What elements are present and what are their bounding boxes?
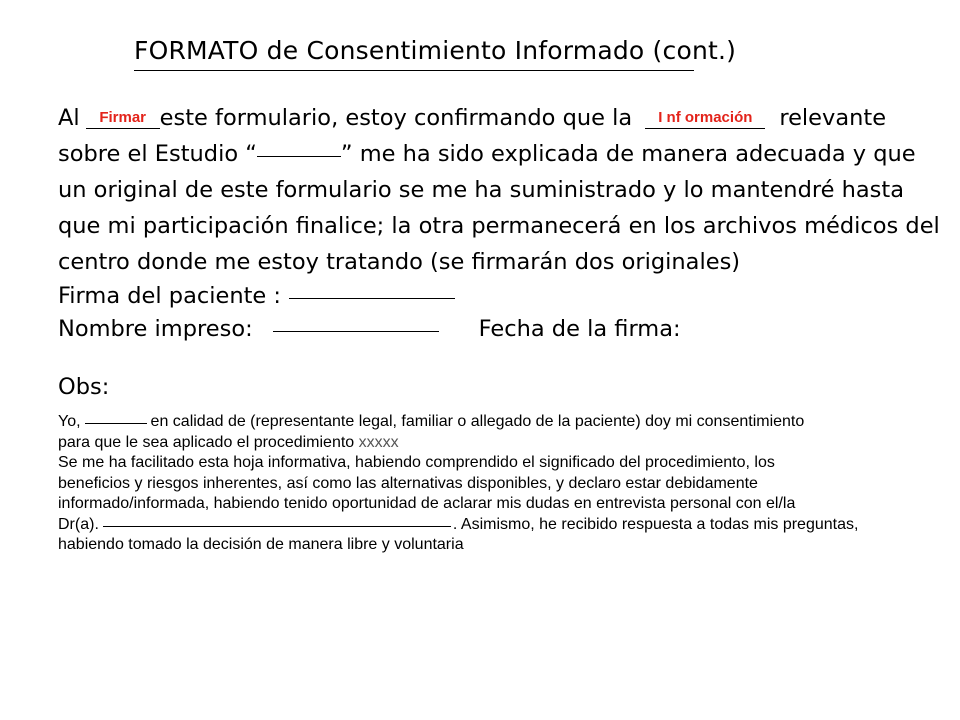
patient-signature-label: Firma del paciente :: [58, 283, 281, 309]
title-underline: [134, 70, 694, 71]
yo-name-field[interactable]: [85, 413, 147, 424]
paragraph-line-5: centro donde me estoy tratando (se firmarán dos originales): [58, 249, 741, 275]
paragraph-text-2b: ” me ha sido explicada de manera adecuada y que: [340, 141, 916, 167]
obs-text-6a: Dr(a).: [58, 515, 99, 533]
firmar-field[interactable]: Firmar: [86, 108, 160, 129]
paragraph-line-1: [58, 100, 958, 136]
obs-text-1b: en calidad de (representante legal, familiar o allegado de la paciente) doy mi consentimiento: [150, 413, 805, 430]
estudio-blank-field[interactable]: [257, 142, 341, 157]
obs-text-2a: para que le sea aplicado el procedimiento: [58, 433, 355, 451]
page-title: FORMATO de Consentimiento Informado (cont.): [134, 36, 737, 65]
paragraph-text-1: este formulario, estoy confirmando que la: [159, 105, 633, 131]
doctor-name-field[interactable]: [103, 516, 451, 527]
paragraph-line-2: [58, 136, 958, 172]
obs-line-4: beneficios y riesgos inherentes, así como las alternativas disponibles, y declaro estar debidamente: [58, 474, 758, 492]
paragraph-line-4: que mi participación finalice; la otra permanecerá en los archivos médicos del: [58, 213, 940, 239]
obs-line-5: informado/informada, habiendo tenido oportunidad de aclarar mis dudas en entrevista personal con el/la: [58, 495, 796, 512]
printed-name-label: Nombre impreso:: [58, 316, 253, 342]
paragraph-line-3: un original de este formulario se me ha suministrado y lo mantendré hasta: [58, 177, 904, 203]
obs-line-6: [58, 515, 948, 536]
obs-text-1a: Yo,: [58, 413, 81, 430]
observations-text: [58, 412, 948, 556]
obs-line-2: [58, 433, 948, 454]
procedure-placeholder: xxxxx: [358, 433, 399, 451]
obs-line-3: Se me ha facilitado esta hoja informativa, habiendo comprendido el significado del procedimiento, los: [58, 454, 775, 471]
observations-heading: Obs:: [58, 374, 110, 400]
printed-name-field[interactable]: [273, 317, 439, 332]
lead-word: Al: [58, 105, 80, 131]
printed-name-row: [58, 314, 681, 344]
paragraph-text-1b: relevante: [779, 105, 887, 131]
obs-line-1: [58, 412, 948, 433]
consent-paragraph: [58, 100, 958, 280]
obs-line-7: habiendo tomado la decisión de manera libre y voluntaria: [58, 536, 464, 553]
informacion-field[interactable]: I nf ormación: [645, 108, 765, 129]
patient-signature-row: [58, 281, 455, 311]
patient-signature-field[interactable]: [289, 284, 455, 299]
paragraph-text-2a: sobre el Estudio “: [58, 141, 257, 167]
obs-text-6b: . Asimismo, he recibido respuesta a todas mis preguntas,: [452, 515, 859, 533]
signature-date-label: Fecha de la firma:: [478, 316, 681, 342]
